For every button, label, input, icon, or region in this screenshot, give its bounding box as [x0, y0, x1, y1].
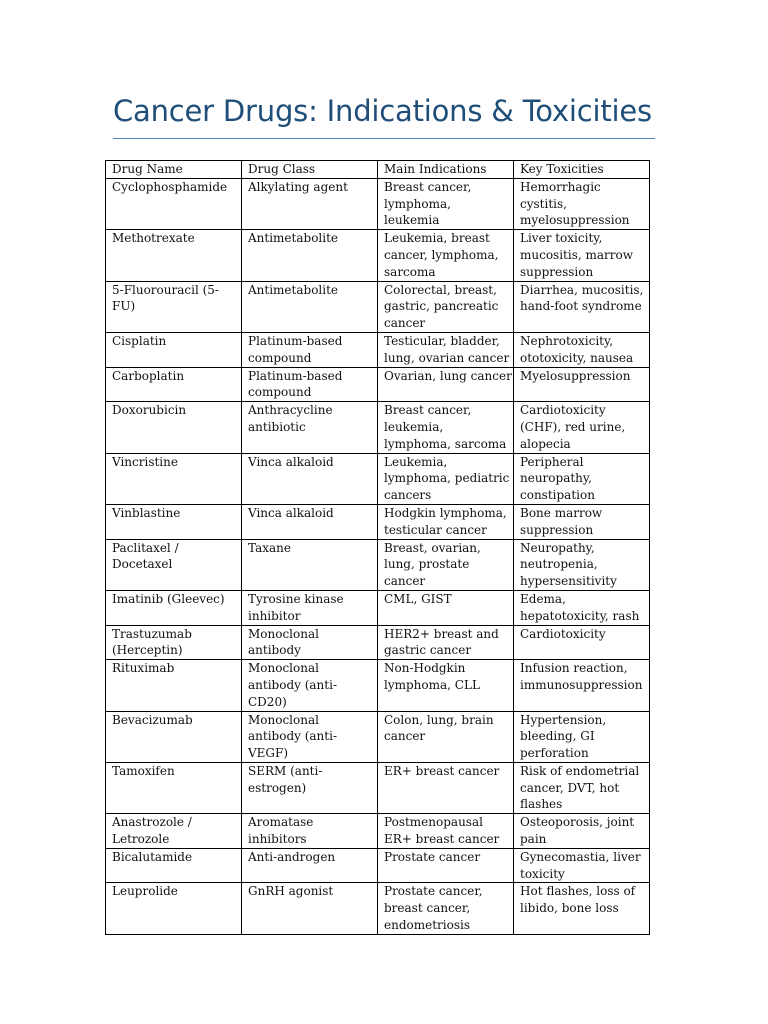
- cell-text-line: Anastrozole /: [112, 815, 192, 830]
- cell-text-line: SERM (anti-: [248, 763, 323, 778]
- cell-text-line: Cardiotoxicity: [520, 626, 606, 641]
- toxicities-cell: [514, 539, 650, 590]
- cell-text-line: Liver toxicity,: [520, 231, 603, 246]
- cell-text-line: cancer, DVT, hot: [520, 780, 620, 795]
- toxicities-cell: [514, 281, 650, 332]
- drug-name-cell: [106, 848, 242, 883]
- cell-text-line: Testicular, bladder,: [384, 333, 500, 348]
- cell-text-line: cancers: [384, 488, 432, 503]
- table-row: [106, 762, 650, 813]
- cell-text-line: suppression: [520, 522, 594, 537]
- toxicities-cell: [514, 230, 650, 281]
- cell-text-line: suppression: [520, 264, 594, 279]
- cell-text-line: Antimetabolite: [248, 231, 339, 246]
- cell-text-line: hypersensitivity: [520, 574, 617, 589]
- cell-text-line: Doxorubicin: [112, 403, 187, 418]
- cell-text-line: Leukemia,: [384, 454, 448, 469]
- cell-text-line: Diarrhea, mucositis,: [520, 282, 644, 297]
- cell-text-line: antibody: [248, 643, 301, 658]
- indications-cell: [378, 883, 514, 934]
- cell-text-line: HER2+ breast and: [384, 626, 499, 641]
- cell-text-line: 5-Fluorouracil (5-: [112, 282, 219, 297]
- cell-text-line: antibody (anti-: [248, 677, 338, 692]
- cell-text-line: Edema,: [520, 591, 566, 606]
- drug-name-cell: [106, 590, 242, 625]
- indications-cell: [378, 402, 514, 453]
- indications-cell: [378, 281, 514, 332]
- cell-text-line: leukemia,: [384, 419, 444, 434]
- cell-text-line: Risk of endometrial: [520, 763, 640, 778]
- cell-text-line: Antimetabolite: [248, 282, 339, 297]
- cell-text-line: Hot flashes, loss of: [520, 884, 636, 899]
- cell-text-line: FU): [112, 299, 136, 314]
- drug-name-cell: [106, 711, 242, 762]
- indications-cell: [378, 332, 514, 367]
- cell-text-line: Peripheral: [520, 454, 584, 469]
- indications-cell: [378, 367, 514, 402]
- indications-cell: [378, 230, 514, 281]
- toxicities-cell: [514, 883, 650, 934]
- cell-text-line: perforation: [520, 746, 589, 761]
- cell-text-line: neutropenia,: [520, 557, 598, 572]
- header-key-toxicities: Key Toxicities: [514, 161, 650, 179]
- table-row: [106, 504, 650, 539]
- table-row: [106, 402, 650, 453]
- cell-text-line: libido, bone loss: [520, 901, 619, 916]
- drug-name-cell: [106, 402, 242, 453]
- cell-text-line: GnRH agonist: [248, 884, 334, 899]
- table-row: [106, 848, 650, 883]
- cell-text-line: Leuprolide: [112, 884, 178, 899]
- cell-text-line: Infusion reaction,: [520, 661, 628, 676]
- cell-text-line: Bevacizumab: [112, 712, 193, 727]
- indications-cell: [378, 625, 514, 660]
- cell-text-line: Breast, ovarian,: [384, 540, 481, 555]
- cell-text-line: alopecia: [520, 436, 571, 451]
- drug-class-cell: [242, 453, 378, 504]
- drug-class-cell: [242, 762, 378, 813]
- cell-text-line: Neuropathy,: [520, 540, 595, 555]
- cell-text-line: Platinum-based: [248, 368, 343, 383]
- cell-text-line: hepatotoxicity, rash: [520, 608, 640, 623]
- cell-text-line: antibody (anti-: [248, 729, 338, 744]
- table-row: [106, 814, 650, 849]
- drug-class-cell: [242, 848, 378, 883]
- cell-text-line: compound: [248, 385, 312, 400]
- cell-text-line: Colorectal, breast,: [384, 282, 497, 297]
- toxicities-cell: [514, 625, 650, 660]
- drug-class-cell: [242, 814, 378, 849]
- cell-text-line: hand-foot syndrome: [520, 299, 642, 314]
- drug-name-cell: [106, 367, 242, 402]
- drug-name-cell: [106, 625, 242, 660]
- toxicities-cell: [514, 711, 650, 762]
- indications-cell: [378, 660, 514, 711]
- cell-text-line: Breast cancer,: [384, 179, 472, 194]
- cell-text-line: Osteoporosis, joint: [520, 815, 635, 830]
- cell-text-line: Cardiotoxicity: [520, 403, 606, 418]
- cell-text-line: lymphoma, pediatric: [384, 471, 510, 486]
- indications-cell: [378, 590, 514, 625]
- cell-text-line: lymphoma, CLL: [384, 677, 480, 692]
- cell-text-line: Methotrexate: [112, 231, 195, 246]
- cell-text-line: Carboplatin: [112, 368, 185, 383]
- cell-text-line: breast cancer,: [384, 901, 471, 916]
- toxicities-cell: [514, 367, 650, 402]
- cell-text-line: inhibitors: [248, 832, 307, 847]
- cell-text-line: flashes: [520, 797, 563, 812]
- cell-text-line: sarcoma: [384, 264, 436, 279]
- drug-class-cell: [242, 883, 378, 934]
- drug-class-cell: [242, 332, 378, 367]
- cell-text-line: Colon, lung, brain: [384, 712, 494, 727]
- drug-name-cell: [106, 332, 242, 367]
- drug-name-cell: [106, 660, 242, 711]
- toxicities-cell: [514, 814, 650, 849]
- cell-text-line: cystitis,: [520, 196, 567, 211]
- cell-text-line: Monoclonal: [248, 661, 319, 676]
- header-main-indications: Main Indications: [378, 161, 514, 179]
- drug-name-cell: [106, 281, 242, 332]
- table-row: [106, 590, 650, 625]
- table-row: [106, 281, 650, 332]
- drug-name-cell: [106, 504, 242, 539]
- cell-text-line: Vinblastine: [112, 505, 181, 520]
- toxicities-cell: [514, 590, 650, 625]
- indications-cell: [378, 178, 514, 229]
- indications-cell: [378, 814, 514, 849]
- cell-text-line: Vincristine: [112, 454, 178, 469]
- cell-text-line: lung, prostate: [384, 557, 470, 572]
- cell-text-line: Cyclophosphamide: [112, 179, 228, 194]
- drug-name-cell: [106, 178, 242, 229]
- toxicities-cell: [514, 402, 650, 453]
- cell-text-line: ER+ breast cancer: [384, 763, 500, 778]
- drug-name-cell: [106, 762, 242, 813]
- cell-text-line: Myelosuppression: [520, 368, 631, 383]
- cell-text-line: VEGF): [248, 746, 289, 761]
- toxicities-cell: [514, 762, 650, 813]
- drug-class-cell: [242, 367, 378, 402]
- cell-text-line: Anthracycline: [248, 403, 333, 418]
- table-row: [106, 625, 650, 660]
- cell-text-line: Paclitaxel /: [112, 540, 179, 555]
- header-drug-class: Drug Class: [242, 161, 378, 179]
- cell-text-line: Prostate cancer: [384, 849, 481, 864]
- cell-text-line: constipation: [520, 488, 595, 503]
- cell-text-line: cancer, lymphoma,: [384, 247, 499, 262]
- cell-text-line: Ovarian, lung cancer: [384, 368, 512, 383]
- drug-class-cell: [242, 281, 378, 332]
- cell-text-line: cancer: [384, 316, 426, 331]
- table-header-row: [106, 161, 650, 179]
- cell-text-line: neuropathy,: [520, 471, 592, 486]
- cell-text-line: lymphoma, sarcoma: [384, 436, 507, 451]
- cell-text-line: cancer: [384, 574, 426, 589]
- cell-text-line: Trastuzumab: [112, 626, 192, 641]
- cell-text-line: cancer: [384, 729, 426, 744]
- cell-text-line: Hodgkin lymphoma,: [384, 505, 507, 520]
- cell-text-line: lymphoma,: [384, 196, 451, 211]
- drug-class-cell: [242, 539, 378, 590]
- indications-cell: [378, 762, 514, 813]
- drug-class-cell: [242, 402, 378, 453]
- toxicities-cell: [514, 660, 650, 711]
- cell-text-line: pain: [520, 832, 547, 847]
- cell-text-line: Cisplatin: [112, 333, 167, 348]
- cell-text-line: ER+ breast cancer: [384, 832, 500, 847]
- cell-text-line: CML, GIST: [384, 591, 452, 606]
- drug-table: [105, 160, 650, 935]
- toxicities-cell: [514, 848, 650, 883]
- cell-text-line: Imatinib (Gleevec): [112, 591, 225, 606]
- cell-text-line: leukemia: [384, 213, 440, 228]
- cell-text-line: Postmenopausal: [384, 815, 483, 830]
- drug-name-cell: [106, 230, 242, 281]
- cell-text-line: Docetaxel: [112, 557, 173, 572]
- cell-text-line: Anti-androgen: [248, 849, 336, 864]
- cell-text-line: compound: [248, 350, 312, 365]
- table-row: [106, 453, 650, 504]
- cell-text-line: Monoclonal: [248, 712, 319, 727]
- cell-text-line: myelosuppression: [520, 213, 630, 228]
- drug-name-cell: [106, 539, 242, 590]
- cell-text-line: Leukemia, breast: [384, 231, 490, 246]
- cell-text-line: Rituximab: [112, 661, 175, 676]
- cell-text-line: Aromatase: [248, 815, 314, 830]
- cell-text-line: Bone marrow: [520, 505, 603, 520]
- cell-text-line: endometriosis: [384, 918, 470, 933]
- cell-text-line: Vinca alkaloid: [248, 454, 334, 469]
- table-body: [106, 178, 650, 934]
- table-row: [106, 539, 650, 590]
- table-row: [106, 711, 650, 762]
- cell-text-line: ototoxicity, nausea: [520, 350, 634, 365]
- indications-cell: [378, 539, 514, 590]
- cell-text-line: inhibitor: [248, 608, 301, 623]
- indications-cell: [378, 848, 514, 883]
- drug-class-cell: [242, 230, 378, 281]
- table-row: [106, 660, 650, 711]
- cell-text-line: (Herceptin): [112, 643, 183, 658]
- cell-text-line: Non-Hodgkin: [384, 661, 466, 676]
- cell-text-line: Monoclonal: [248, 626, 319, 641]
- cell-text-line: estrogen): [248, 780, 307, 795]
- cell-text-line: bleeding, GI: [520, 729, 595, 744]
- cell-text-line: mucositis, marrow: [520, 247, 633, 262]
- table-row: [106, 332, 650, 367]
- cell-text-line: Hemorrhagic: [520, 179, 601, 194]
- cell-text-line: Vinca alkaloid: [248, 505, 334, 520]
- cell-text-line: testicular cancer: [384, 522, 487, 537]
- cell-text-line: Bicalutamide: [112, 849, 193, 864]
- table-row: [106, 367, 650, 402]
- table-row: [106, 883, 650, 934]
- cell-text-line: Tamoxifen: [112, 763, 175, 778]
- toxicities-cell: [514, 332, 650, 367]
- cell-text-line: Alkylating agent: [248, 179, 348, 194]
- drug-name-cell: [106, 453, 242, 504]
- toxicities-cell: [514, 504, 650, 539]
- drug-class-cell: [242, 625, 378, 660]
- toxicities-cell: [514, 178, 650, 229]
- cell-text-line: CD20): [248, 694, 287, 709]
- cell-text-line: Nephrotoxicity,: [520, 333, 614, 348]
- indications-cell: [378, 453, 514, 504]
- drug-name-cell: [106, 814, 242, 849]
- cell-text-line: gastric cancer: [384, 643, 472, 658]
- drug-name-cell: [106, 883, 242, 934]
- cell-text-line: lung, ovarian cancer: [384, 350, 510, 365]
- cell-text-line: immunosuppression: [520, 677, 643, 692]
- toxicities-cell: [514, 453, 650, 504]
- cell-text-line: Gynecomastia, liver: [520, 849, 641, 864]
- drug-class-cell: [242, 504, 378, 539]
- cell-text-line: Platinum-based: [248, 333, 343, 348]
- cell-text-line: antibiotic: [248, 419, 306, 434]
- indications-cell: [378, 711, 514, 762]
- cell-text-line: Tyrosine kinase: [248, 591, 344, 606]
- drug-class-cell: [242, 711, 378, 762]
- drug-class-cell: [242, 178, 378, 229]
- cell-text-line: gastric, pancreatic: [384, 299, 499, 314]
- cell-text-line: toxicity: [520, 866, 565, 881]
- cell-text-line: Prostate cancer,: [384, 884, 483, 899]
- header-drug-name: Drug Name: [106, 161, 242, 179]
- cell-text-line: Letrozole: [112, 832, 170, 847]
- drug-class-cell: [242, 660, 378, 711]
- table-row: [106, 178, 650, 229]
- title-underline: [113, 138, 655, 139]
- cell-text-line: Breast cancer,: [384, 403, 472, 418]
- cell-text-line: (CHF), red urine,: [520, 419, 626, 434]
- cell-text-line: Taxane: [248, 540, 291, 555]
- drug-class-cell: [242, 590, 378, 625]
- document-title: Cancer Drugs: Indications & Toxicities: [113, 94, 652, 128]
- table-row: [106, 230, 650, 281]
- indications-cell: [378, 504, 514, 539]
- cell-text-line: Hypertension,: [520, 712, 607, 727]
